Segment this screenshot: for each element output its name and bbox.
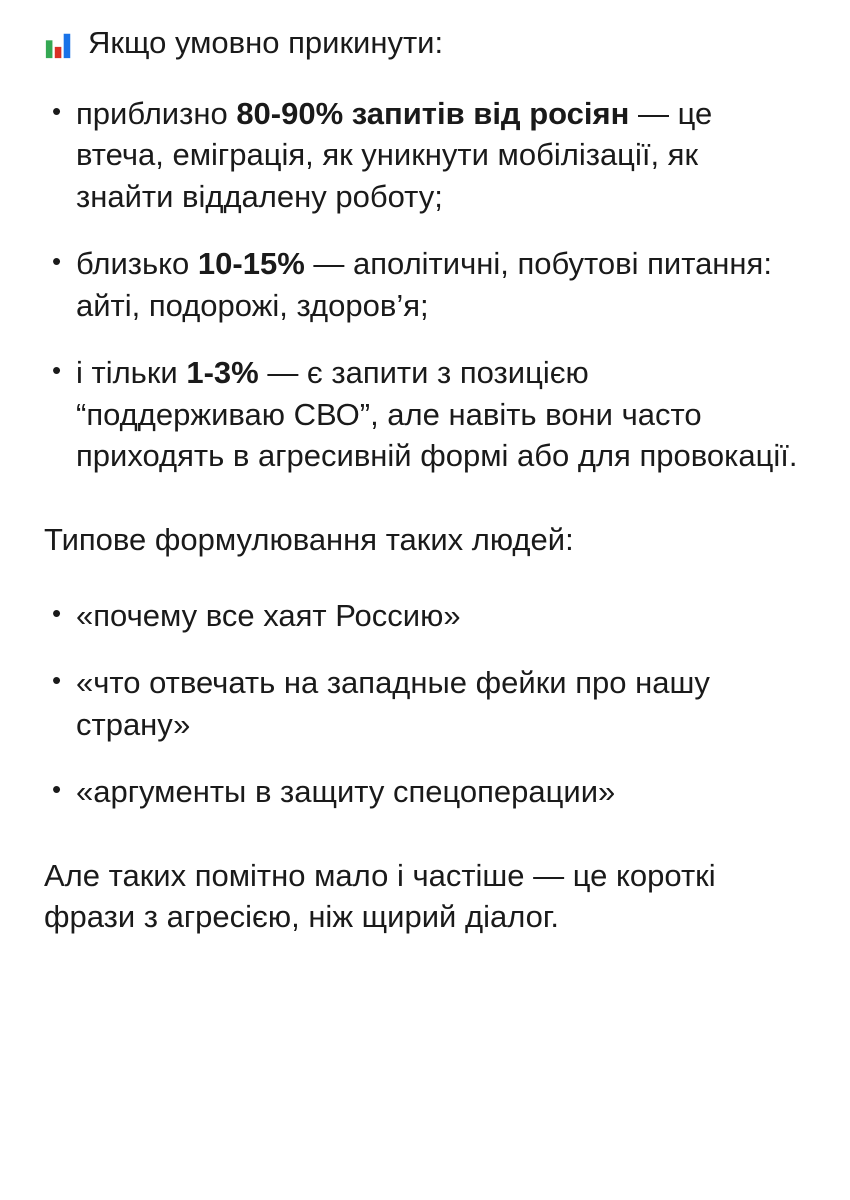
list-item	[44, 352, 802, 477]
stat-suffix: — аполітичні, побутові питання: айті, подорожі, здоров’я;	[76, 246, 772, 323]
spacer	[44, 561, 802, 595]
stat-bold: 1-3%	[186, 355, 259, 391]
stats-list	[44, 93, 802, 477]
heading-text: Якщо умовно прикинути:	[88, 25, 444, 60]
spacer	[44, 477, 802, 519]
quotes-list	[44, 595, 802, 813]
heading	[44, 24, 802, 63]
spacer	[44, 813, 802, 855]
stat-bold: 10-15%	[197, 246, 305, 282]
stat-prefix: близько	[76, 246, 198, 282]
list-item	[44, 93, 802, 218]
list-item: • «почему все хаят Россию»	[44, 595, 802, 637]
stat-prefix: і тільки	[76, 355, 187, 391]
stat-bold: 80-90% запитів від росіян	[236, 95, 630, 131]
stat-prefix: приблизно	[76, 95, 237, 131]
subheading: Типове формулювання таких людей:	[44, 522, 574, 557]
closing-paragraph: Але таких помітно мало і частіше — це короткі фрази з агресією, ніж щирий діалог.	[44, 857, 716, 935]
stat-suffix: — є запити з позицією “поддерживаю СВО”, але навіть вони часто приходять в агресивній формі або для провокації.	[76, 355, 798, 474]
stat-suffix: — це втеча, еміграція, як уникнути мобілізації, як знайти віддалену роботу;	[76, 95, 713, 214]
bar-chart-icon	[44, 30, 74, 60]
list-item: • «что отвечать на западные фейки про нашу страну»	[44, 662, 802, 745]
list-item: • «аргументы в защиту спецоперации»	[44, 771, 802, 813]
list-item	[44, 243, 802, 326]
